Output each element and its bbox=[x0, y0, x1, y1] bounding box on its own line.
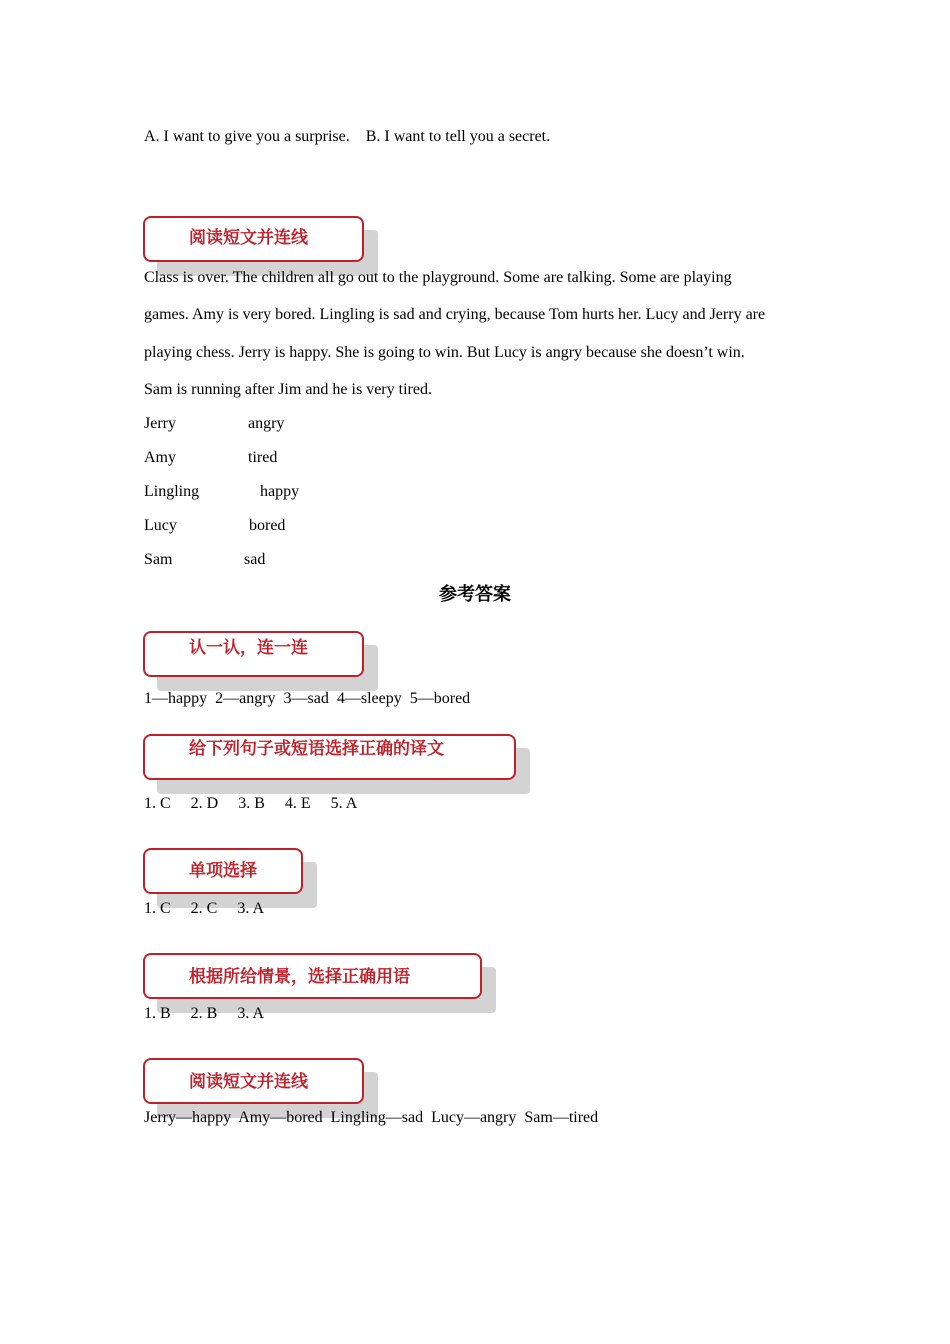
match-feeling: tired bbox=[248, 449, 278, 466]
header-text: 认一认，连一连 bbox=[189, 638, 308, 658]
section-header-reading-answers bbox=[143, 1058, 364, 1104]
header-text: 根据所给情景，选择正确用语 bbox=[189, 967, 410, 987]
match-feeling: happy bbox=[260, 483, 300, 500]
answers-line: 1. C 2. C 3. A bbox=[144, 900, 265, 917]
paragraph-line: playing chess. Jerry is happy. She is going to win. But Lucy is angry because she doesn’t win. bbox=[144, 343, 745, 361]
header-text: 单项选择 bbox=[189, 861, 257, 881]
reading-paragraph bbox=[144, 259, 806, 408]
section-header-single-choice bbox=[143, 848, 303, 894]
answers-line: 1. C 2. D 3. B 4. E 5. A bbox=[144, 795, 358, 812]
header-text: 阅读短文并连线 bbox=[189, 1072, 308, 1092]
answer-key-title: 参考答案 bbox=[439, 584, 511, 605]
answers-line: 1—happy 2—angry 3—sad 4—sleepy 5—bored bbox=[144, 690, 471, 707]
answers-line: 1. B 2. B 3. A bbox=[144, 1005, 265, 1022]
match-name: Amy bbox=[144, 449, 176, 466]
paragraph-line: games. Amy is very bored. Lingling is sad and crying, because Tom hurts her. Lucy and Jerry are bbox=[144, 306, 766, 324]
section-header-match bbox=[143, 631, 364, 677]
match-name: Lucy bbox=[144, 517, 177, 534]
section-header-situation bbox=[143, 953, 482, 999]
match-feeling: angry bbox=[248, 415, 285, 432]
match-name: Jerry bbox=[144, 415, 176, 432]
options-line: A. I want to give you a surprise. B. I want to tell you a secret. bbox=[144, 128, 551, 145]
section-header-translation bbox=[143, 734, 516, 780]
paragraph-line: Class is over. The children all go out to the playground. Some are talking. Some are playing bbox=[144, 269, 732, 286]
header-text: 阅读短文并连线 bbox=[189, 228, 308, 248]
paragraph-line: Sam is running after Jim and he is very tired. bbox=[144, 380, 432, 398]
header-text: 给下列句子或短语选择正确的译文 bbox=[189, 739, 444, 759]
answers-line: Jerry—happy Amy—bored Lingling—sad Lucy—angry Sam—tired bbox=[144, 1109, 599, 1126]
match-name: Lingling bbox=[144, 483, 200, 500]
match-name: Sam bbox=[144, 551, 173, 568]
match-feeling: sad bbox=[244, 551, 266, 568]
match-feeling: bored bbox=[249, 517, 286, 534]
section-header-reading bbox=[143, 216, 364, 262]
